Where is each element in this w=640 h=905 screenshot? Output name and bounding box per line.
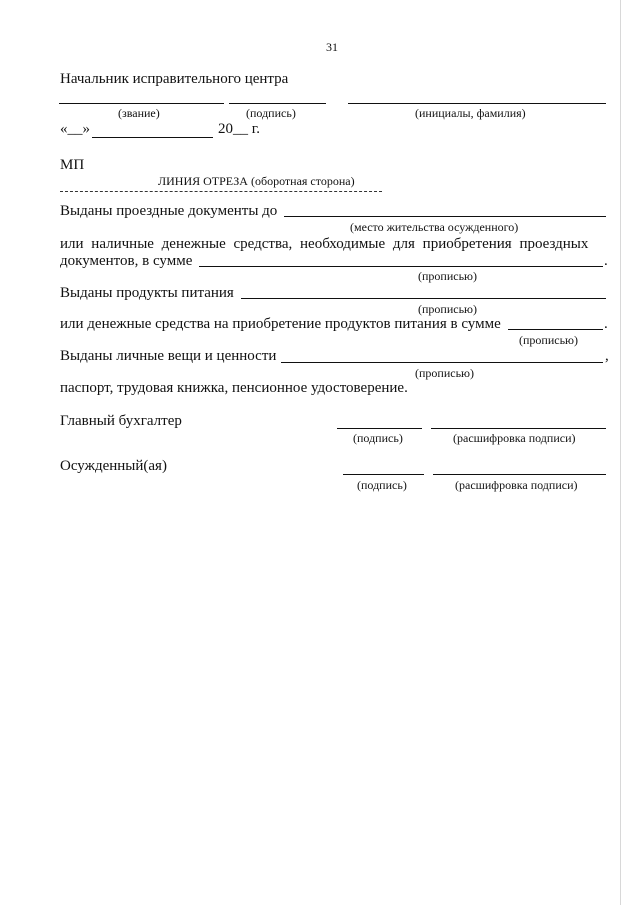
label-rank: (звание)	[118, 106, 160, 120]
convict-label: Осужденный(ая)	[60, 458, 167, 474]
cut-line-title: ЛИНИЯ ОТРЕЗА (оборотная сторона)	[158, 174, 355, 188]
accountant-label-signature: (подпись)	[353, 431, 403, 445]
label-words-2: (прописью)	[418, 302, 478, 316]
convict-label-decoding: (расшифровка подписи)	[455, 478, 578, 492]
accountant-signature-line	[337, 428, 422, 429]
stamp-label: МП	[60, 157, 85, 173]
travel-docs-text: Выданы проездные документы до	[60, 203, 278, 219]
date-quote: «__»	[60, 121, 90, 137]
accountant-label-decoding: (расшифровка подписи)	[453, 431, 576, 445]
scan-edge-right	[620, 0, 621, 905]
convict-label-signature: (подпись)	[357, 478, 407, 492]
cut-line	[60, 191, 382, 192]
convict-decoding-line	[433, 474, 606, 475]
label-words-4: (прописью)	[415, 366, 475, 380]
page-number: 31	[326, 40, 338, 54]
convict-signature-line	[343, 474, 424, 475]
food-money-line	[508, 329, 603, 330]
initials-line	[348, 103, 606, 104]
money-text-line1: или наличные денежные средства, необходимые для приобретения проездных	[60, 236, 589, 252]
signature-line	[229, 103, 326, 104]
residence-line	[284, 216, 606, 217]
money-dot: .	[604, 253, 608, 269]
date-month-line	[92, 137, 213, 138]
personal-line	[281, 362, 603, 363]
accountant-label: Главный бухгалтер	[60, 413, 182, 429]
food-money-text: или денежные средства на приобретение продуктов питания в сумме	[60, 316, 501, 332]
money-sum-line	[199, 266, 603, 267]
label-signature: (подпись)	[246, 106, 296, 120]
rank-line	[59, 103, 224, 104]
food-line	[241, 298, 606, 299]
label-initials: (инициалы, фамилия)	[415, 106, 526, 120]
food-text: Выданы продукты питания	[60, 285, 234, 301]
accountant-decoding-line	[431, 428, 606, 429]
money-text-line2: документов, в сумме	[60, 253, 193, 269]
docs-text: паспорт, трудовая книжка, пенсионное удостоверение.	[60, 380, 408, 396]
personal-comma: ,	[605, 348, 609, 364]
label-words-1: (прописью)	[418, 269, 478, 283]
food-money-dot: .	[604, 316, 608, 332]
date-year: 20__ г.	[218, 121, 260, 137]
head-title: Начальник исправительного центра	[60, 71, 289, 87]
label-words-3: (прописью)	[519, 333, 579, 347]
label-residence: (место жительства осужденного)	[350, 220, 519, 234]
personal-text: Выданы личные вещи и ценности	[60, 348, 277, 364]
